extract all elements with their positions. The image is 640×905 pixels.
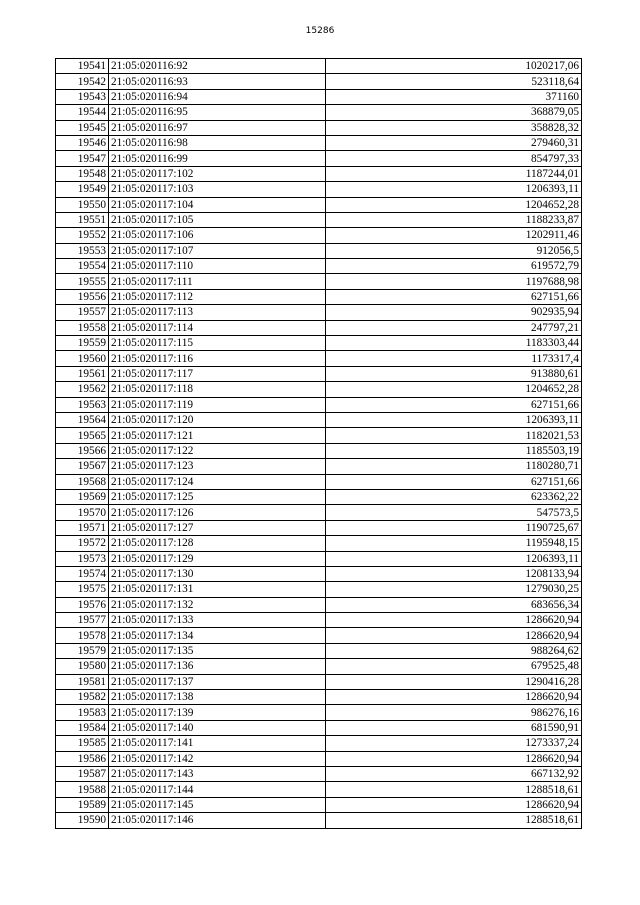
cadastral-number-cell: 21:05:020117:119 [109, 397, 326, 412]
cadastral-number-cell: 21:05:020116:94 [109, 89, 326, 104]
table-row [56, 351, 582, 366]
cadastral-number-cell: 21:05:020117:110 [109, 259, 326, 274]
cadastral-number-cell: 21:05:020117:142 [109, 751, 326, 766]
cadastral-number-cell: 21:05:020117:135 [109, 643, 326, 658]
row-number-cell: 19556 [56, 289, 109, 304]
cadastral-number-cell: 21:05:020117:122 [109, 443, 326, 458]
table-row [56, 720, 582, 735]
table-row [56, 74, 582, 89]
table-row [56, 336, 582, 351]
table-row [56, 536, 582, 551]
cadastral-number-cell: 21:05:020117:136 [109, 659, 326, 674]
cadastral-number-cell: 21:05:020117:140 [109, 720, 326, 735]
row-number-cell: 19567 [56, 459, 109, 474]
table-row [56, 182, 582, 197]
row-number-cell: 19549 [56, 182, 109, 197]
cadastral-value-cell: 1185503,19 [326, 443, 582, 458]
cadastral-value-cell: 623362,22 [326, 489, 582, 504]
cadastral-number-cell: 21:05:020117:128 [109, 536, 326, 551]
cadastral-number-cell: 21:05:020117:116 [109, 351, 326, 366]
cadastral-number-cell: 21:05:020117:132 [109, 597, 326, 612]
table-row [56, 813, 582, 828]
row-number-cell: 19587 [56, 766, 109, 781]
row-number-cell: 19578 [56, 628, 109, 643]
table-row [56, 659, 582, 674]
cadastral-number-cell: 21:05:020117:103 [109, 182, 326, 197]
cadastral-number-cell: 21:05:020117:115 [109, 336, 326, 351]
table-row [56, 105, 582, 120]
cadastral-number-cell: 21:05:020116:98 [109, 135, 326, 150]
row-number-cell: 19570 [56, 505, 109, 520]
cadastral-number-cell: 21:05:020117:125 [109, 489, 326, 504]
table-row [56, 474, 582, 489]
registry-table [55, 58, 582, 829]
cadastral-value-cell: 1286620,94 [326, 613, 582, 628]
row-number-cell: 19580 [56, 659, 109, 674]
table-row [56, 397, 582, 412]
row-number-cell: 19547 [56, 151, 109, 166]
cadastral-value-cell: 1197688,98 [326, 274, 582, 289]
cadastral-number-cell: 21:05:020117:113 [109, 305, 326, 320]
table-row [56, 751, 582, 766]
row-number-cell: 19562 [56, 382, 109, 397]
cadastral-value-cell: 1195948,15 [326, 536, 582, 551]
table-row [56, 705, 582, 720]
table-row [56, 766, 582, 781]
cadastral-value-cell: 679525,48 [326, 659, 582, 674]
cadastral-value-cell: 1286620,94 [326, 751, 582, 766]
cadastral-value-cell: 1190725,67 [326, 520, 582, 535]
cadastral-value-cell: 1202911,46 [326, 228, 582, 243]
cadastral-number-cell: 21:05:020117:134 [109, 628, 326, 643]
table-row [56, 89, 582, 104]
cadastral-value-cell: 1208133,94 [326, 566, 582, 581]
row-number-cell: 19542 [56, 74, 109, 89]
cadastral-number-cell: 21:05:020117:143 [109, 766, 326, 781]
cadastral-value-cell: 1204652,28 [326, 382, 582, 397]
table-row [56, 59, 582, 74]
row-number-cell: 19572 [56, 536, 109, 551]
cadastral-value-cell: 1182021,53 [326, 428, 582, 443]
cadastral-value-cell: 683656,34 [326, 597, 582, 612]
cadastral-number-cell: 21:05:020117:124 [109, 474, 326, 489]
cadastral-value-cell: 1188233,87 [326, 212, 582, 227]
table-row [56, 597, 582, 612]
row-number-cell: 19561 [56, 366, 109, 381]
row-number-cell: 19573 [56, 551, 109, 566]
cadastral-value-cell: 1286620,94 [326, 628, 582, 643]
table-row [56, 151, 582, 166]
table-row [56, 505, 582, 520]
cadastral-number-cell: 21:05:020117:107 [109, 243, 326, 258]
table-row [56, 628, 582, 643]
cadastral-value-cell: 913880,61 [326, 366, 582, 381]
cadastral-value-cell: 902935,94 [326, 305, 582, 320]
row-number-cell: 19568 [56, 474, 109, 489]
cadastral-value-cell: 1206393,11 [326, 182, 582, 197]
cadastral-number-cell: 21:05:020117:137 [109, 674, 326, 689]
table-row [56, 551, 582, 566]
cadastral-number-cell: 21:05:020117:139 [109, 705, 326, 720]
table-row [56, 520, 582, 535]
table-row [56, 736, 582, 751]
cadastral-number-cell: 21:05:020117:111 [109, 274, 326, 289]
cadastral-value-cell: 988264,62 [326, 643, 582, 658]
cadastral-number-cell: 21:05:020117:118 [109, 382, 326, 397]
cadastral-number-cell: 21:05:020117:138 [109, 690, 326, 705]
cadastral-number-cell: 21:05:020117:133 [109, 613, 326, 628]
cadastral-value-cell: 1290416,28 [326, 674, 582, 689]
row-number-cell: 19552 [56, 228, 109, 243]
table-row [56, 582, 582, 597]
cadastral-number-cell: 21:05:020117:127 [109, 520, 326, 535]
row-number-cell: 19543 [56, 89, 109, 104]
table-row [56, 797, 582, 812]
row-number-cell: 19566 [56, 443, 109, 458]
cadastral-number-cell: 21:05:020117:146 [109, 813, 326, 828]
cadastral-value-cell: 1273337,24 [326, 736, 582, 751]
row-number-cell: 19546 [56, 135, 109, 150]
table-row [56, 197, 582, 212]
page-number: 15286 [305, 26, 335, 36]
table-row [56, 305, 582, 320]
row-number-cell: 19569 [56, 489, 109, 504]
cadastral-number-cell: 21:05:020117:126 [109, 505, 326, 520]
cadastral-value-cell: 627151,66 [326, 397, 582, 412]
cadastral-value-cell: 547573,5 [326, 505, 582, 520]
table-row [56, 643, 582, 658]
row-number-cell: 19555 [56, 274, 109, 289]
cadastral-value-cell: 1183303,44 [326, 336, 582, 351]
cadastral-number-cell: 21:05:020116:99 [109, 151, 326, 166]
row-number-cell: 19559 [56, 336, 109, 351]
table-row [56, 459, 582, 474]
cadastral-number-cell: 21:05:020117:123 [109, 459, 326, 474]
row-number-cell: 19541 [56, 59, 109, 74]
cadastral-value-cell: 627151,66 [326, 289, 582, 304]
table-row [56, 566, 582, 581]
table-row [56, 613, 582, 628]
cadastral-number-cell: 21:05:020117:102 [109, 166, 326, 181]
table-row [56, 259, 582, 274]
cadastral-value-cell: 1286620,94 [326, 797, 582, 812]
cadastral-number-cell: 21:05:020117:144 [109, 782, 326, 797]
cadastral-value-cell: 1020217,06 [326, 59, 582, 74]
table-row [56, 412, 582, 427]
row-number-cell: 19575 [56, 582, 109, 597]
cadastral-value-cell: 1206393,11 [326, 551, 582, 566]
row-number-cell: 19545 [56, 120, 109, 135]
cadastral-number-cell: 21:05:020116:92 [109, 59, 326, 74]
table-row [56, 382, 582, 397]
cadastral-number-cell: 21:05:020117:117 [109, 366, 326, 381]
cadastral-value-cell: 627151,66 [326, 474, 582, 489]
row-number-cell: 19551 [56, 212, 109, 227]
row-number-cell: 19558 [56, 320, 109, 335]
table-row [56, 690, 582, 705]
row-number-cell: 19581 [56, 674, 109, 689]
cadastral-number-cell: 21:05:020116:93 [109, 74, 326, 89]
cadastral-value-cell: 1279030,25 [326, 582, 582, 597]
row-number-cell: 19574 [56, 566, 109, 581]
table-row [56, 320, 582, 335]
row-number-cell: 19586 [56, 751, 109, 766]
table-row [56, 274, 582, 289]
row-number-cell: 19544 [56, 105, 109, 120]
table-row [56, 212, 582, 227]
table-row [56, 135, 582, 150]
row-number-cell: 19583 [56, 705, 109, 720]
table-row [56, 428, 582, 443]
row-number-cell: 19554 [56, 259, 109, 274]
cadastral-value-cell: 247797,21 [326, 320, 582, 335]
row-number-cell: 19571 [56, 520, 109, 535]
row-number-cell: 19590 [56, 813, 109, 828]
row-number-cell: 19582 [56, 690, 109, 705]
cadastral-value-cell: 1288518,61 [326, 782, 582, 797]
cadastral-number-cell: 21:05:020116:95 [109, 105, 326, 120]
cadastral-number-cell: 21:05:020117:129 [109, 551, 326, 566]
row-number-cell: 19550 [56, 197, 109, 212]
row-number-cell: 19557 [56, 305, 109, 320]
table-row [56, 166, 582, 181]
cadastral-value-cell: 986276,16 [326, 705, 582, 720]
cadastral-value-cell: 912056,5 [326, 243, 582, 258]
table-row [56, 120, 582, 135]
row-number-cell: 19589 [56, 797, 109, 812]
row-number-cell: 19585 [56, 736, 109, 751]
registry-table-body [56, 59, 582, 829]
cadastral-number-cell: 21:05:020117:104 [109, 197, 326, 212]
row-number-cell: 19576 [56, 597, 109, 612]
cadastral-value-cell: 1187244,01 [326, 166, 582, 181]
table-row [56, 228, 582, 243]
cadastral-number-cell: 21:05:020117:141 [109, 736, 326, 751]
cadastral-value-cell: 368879,05 [326, 105, 582, 120]
row-number-cell: 19548 [56, 166, 109, 181]
row-number-cell: 19588 [56, 782, 109, 797]
cadastral-number-cell: 21:05:020117:120 [109, 412, 326, 427]
table-row [56, 366, 582, 381]
table-row [56, 674, 582, 689]
cadastral-value-cell: 279460,31 [326, 135, 582, 150]
table-row [56, 443, 582, 458]
cadastral-number-cell: 21:05:020116:97 [109, 120, 326, 135]
row-number-cell: 19584 [56, 720, 109, 735]
row-number-cell: 19553 [56, 243, 109, 258]
cadastral-value-cell: 1206393,11 [326, 412, 582, 427]
cadastral-number-cell: 21:05:020117:121 [109, 428, 326, 443]
cadastral-value-cell: 667132,92 [326, 766, 582, 781]
cadastral-value-cell: 358828,32 [326, 120, 582, 135]
cadastral-value-cell: 681590,91 [326, 720, 582, 735]
cadastral-value-cell: 1173317,4 [326, 351, 582, 366]
table-row [56, 489, 582, 504]
cadastral-value-cell: 371160 [326, 89, 582, 104]
cadastral-value-cell: 1286620,94 [326, 690, 582, 705]
cadastral-number-cell: 21:05:020117:131 [109, 582, 326, 597]
row-number-cell: 19579 [56, 643, 109, 658]
cadastral-value-cell: 854797,33 [326, 151, 582, 166]
cadastral-number-cell: 21:05:020117:114 [109, 320, 326, 335]
row-number-cell: 19577 [56, 613, 109, 628]
cadastral-number-cell: 21:05:020117:106 [109, 228, 326, 243]
cadastral-number-cell: 21:05:020117:105 [109, 212, 326, 227]
cadastral-value-cell: 1288518,61 [326, 813, 582, 828]
cadastral-value-cell: 1204652,28 [326, 197, 582, 212]
cadastral-value-cell: 619572,79 [326, 259, 582, 274]
table-row [56, 289, 582, 304]
table-row [56, 782, 582, 797]
cadastral-number-cell: 21:05:020117:112 [109, 289, 326, 304]
cadastral-number-cell: 21:05:020117:130 [109, 566, 326, 581]
cadastral-value-cell: 1180280,71 [326, 459, 582, 474]
table-row [56, 243, 582, 258]
row-number-cell: 19565 [56, 428, 109, 443]
row-number-cell: 19560 [56, 351, 109, 366]
row-number-cell: 19563 [56, 397, 109, 412]
row-number-cell: 19564 [56, 412, 109, 427]
cadastral-number-cell: 21:05:020117:145 [109, 797, 326, 812]
cadastral-value-cell: 523118,64 [326, 74, 582, 89]
